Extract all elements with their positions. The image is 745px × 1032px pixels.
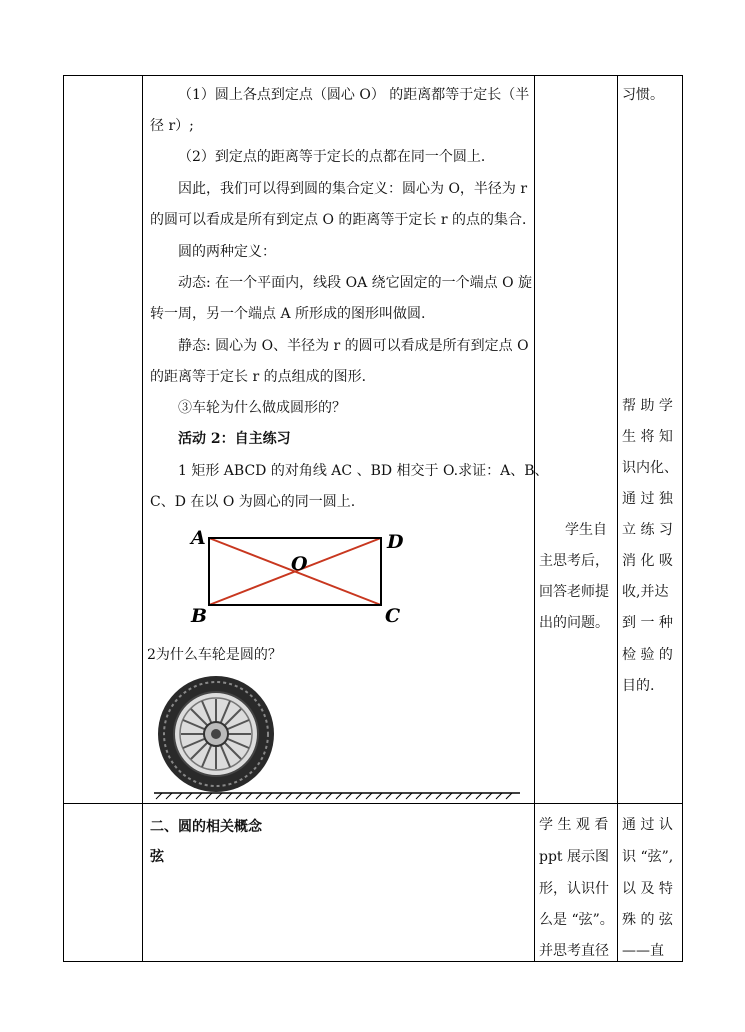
col3-row1-line2: 主思考后， — [539, 553, 609, 569]
label-a: A — [191, 527, 206, 549]
text-line-10: 的距离等于定长 r 的点组成的图形． — [150, 369, 376, 385]
col3-row1-line3: 回答老师提 — [539, 584, 609, 600]
col4-row1-line10: 目的. — [622, 678, 655, 694]
label-b: B — [191, 605, 208, 627]
col4-row1-line9: 检 验 的 — [622, 647, 673, 663]
text-line-1: （1）圆上各点到定点（圆心 O） 的距离都等于定长（半 — [178, 87, 530, 103]
col4-row1-line8: 到 一 种 — [622, 615, 673, 631]
question-2: 2为什么车轮是圆的？ — [147, 647, 282, 663]
wheel-image — [150, 672, 530, 800]
label-d: D — [387, 531, 404, 553]
col4-row2-line2: 识 “弦”, — [622, 849, 674, 865]
col4-row1-top: 习惯。 — [622, 87, 664, 103]
col-border-2 — [142, 75, 143, 962]
text-line-7: 动态: 在一个平面内，线段 OA 绕它固定的一个端点 O 旋 — [178, 275, 533, 291]
col3-row2-line1: 学 生 观 看 — [539, 817, 609, 833]
text-line-2: 径 r）; — [150, 118, 194, 134]
col4-row1-line1: 帮 助 学 — [622, 398, 673, 414]
col3-row1-line4: 出的问题。 — [539, 615, 609, 631]
col4-row2-line1: 通 过 认 — [622, 817, 673, 833]
section-2-title: 二、圆的相关概念 — [150, 819, 262, 835]
col-border-4 — [617, 75, 618, 962]
text-line-13: 1 矩形 ABCD 的对角线 AC 、BD 相交于 O.求证：A、B、 — [178, 463, 549, 479]
col4-row1-line5: 立 练 习 — [622, 522, 673, 538]
text-line-11: ③车轮为什么做成圆形的？ — [178, 400, 346, 416]
col4-row1-line2: 生 将 知 — [622, 429, 673, 445]
col4-row1-line4: 通 过 独 — [622, 491, 673, 507]
activity-heading: 活动 2：自主练习 — [178, 431, 291, 447]
col-border-5 — [682, 75, 683, 962]
col4-row1-line3: 识内化、 — [622, 460, 678, 476]
col4-row1-line7: 收,并达 — [622, 584, 669, 600]
col3-row2-line2: ppt 展示图 — [539, 849, 609, 865]
table-top-border — [63, 75, 683, 76]
text-line-3: （2）到定点的距离等于定长的点都在同一个圆上． — [178, 149, 495, 165]
col4-row2-line4: 殊 的 弦 — [622, 912, 673, 928]
label-o: O — [291, 553, 308, 575]
col-border-1 — [63, 75, 64, 962]
text-line-9: 静态: 圆心为 O、半径为 r 的圆可以看成是所有到定点 O — [178, 338, 529, 354]
col3-row2-line5: 并思考直径 — [539, 943, 609, 959]
col3-row1-line1: 学生自 — [565, 522, 607, 538]
col4-row2-line3: 以 及 特 — [622, 881, 673, 897]
col3-row2-line4: 么是 “弦”。 — [539, 912, 614, 928]
rectangle-diagram — [185, 525, 410, 630]
text-line-6: 圆的两种定义： — [178, 244, 276, 260]
text-line-8: 转一周，另一个端点 A 所形成的图形叫做圆. — [150, 306, 426, 322]
col4-row1-line6: 消 化 吸 — [622, 553, 673, 569]
row-divider — [63, 803, 683, 804]
label-c: C — [385, 605, 401, 627]
text-line-4: 因此，我们可以得到圆的集合定义：圆心为 O，半径为 r — [178, 181, 528, 197]
col3-row2-line3: 形，认识什 — [539, 881, 609, 897]
table-bottom-border — [63, 961, 683, 962]
section-2-subtitle: 弦 — [150, 849, 164, 865]
col4-row2-line5: ——直 — [622, 943, 664, 959]
text-line-14: C、D 在以 O 为圆心的同一圆上. — [150, 494, 356, 510]
text-line-5: 的圆可以看成是所有到定点 O 的距离等于定长 r 的点的集合． — [150, 212, 536, 228]
col-border-3 — [534, 75, 535, 962]
